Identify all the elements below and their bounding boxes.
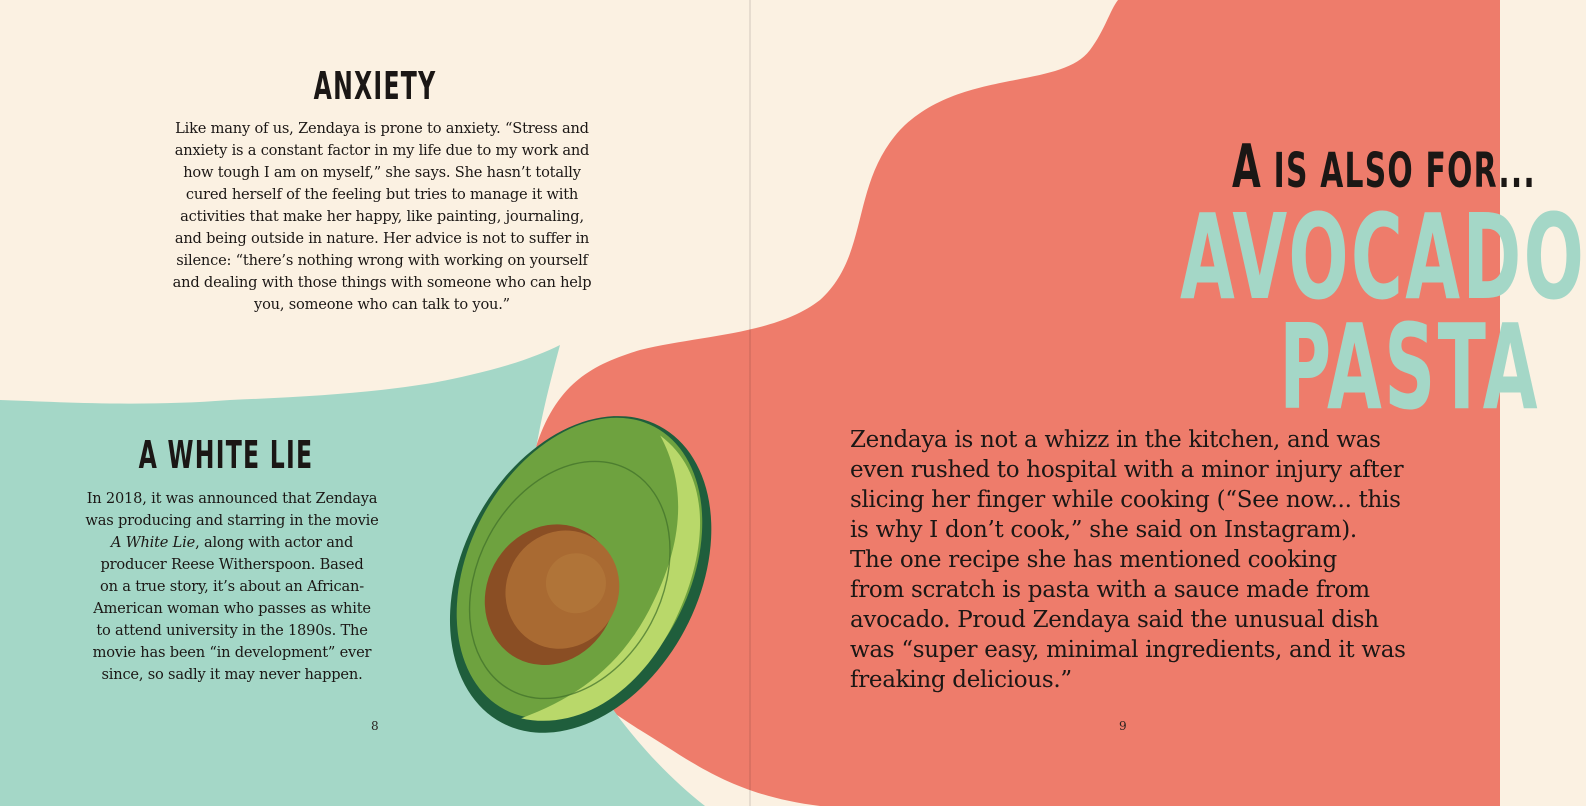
white-lie-line: , along with actor and xyxy=(195,534,354,551)
white-lie-line: since, so sadly it may never happen. xyxy=(101,666,363,683)
recipe-title-line1: AVOCADO xyxy=(1180,188,1586,326)
book-gutter xyxy=(749,0,751,806)
white-lie-line: producer Reese Witherspoon. Based xyxy=(100,556,364,573)
avocado-line: freaking delicious.” xyxy=(850,667,1072,693)
anxiety-line: anxiety is a constant factor in my life due to my work and xyxy=(174,142,590,159)
avocado-line: was “super easy, minimal ingredients, and it was xyxy=(850,637,1406,663)
anxiety-paragraph xyxy=(148,118,616,316)
anxiety-line: Like many of us, Zendaya is prone to anxiety. “Stress and xyxy=(175,120,589,137)
anxiety-heading: ANXIETY xyxy=(313,64,437,108)
avocado-line: Zendaya is not a whizz in the kitchen, and was xyxy=(850,427,1381,453)
avocado-line: is why I don’t cook,” she said on Instagram). xyxy=(850,517,1357,543)
white-lie-line: American woman who passes as white xyxy=(93,600,371,617)
white-lie-line: to attend university in the 1890s. The xyxy=(96,622,368,639)
anxiety-line: activities that make her happy, like painting, journaling, xyxy=(180,208,584,225)
avocado-line: slicing her finger while cooking (“See now... this xyxy=(850,487,1401,513)
recipe-title-line2: PASTA xyxy=(1279,298,1540,436)
page-number-left: 8 xyxy=(371,719,379,733)
avocado-line: even rushed to hospital with a minor injury after xyxy=(850,457,1404,483)
kicker-letter: A xyxy=(1232,132,1263,202)
white-lie-heading: A WHITE LIE xyxy=(138,433,314,477)
anxiety-line: how tough I am on myself,” she says. She hasn’t totally xyxy=(183,164,581,181)
avocado-line: The one recipe she has mentioned cooking xyxy=(850,547,1337,573)
white-lie-line: was producing and starring in the movie xyxy=(85,512,379,529)
anxiety-line: cured herself of the feeling but tries to manage it with xyxy=(185,186,579,203)
anxiety-line: you, someone who can talk to you.” xyxy=(254,296,510,313)
avocado-pasta-paragraph xyxy=(850,425,1410,695)
kicker-rest: IS ALSO FOR... xyxy=(1273,143,1536,199)
white-lie-line: In 2018, it was announced that Zendaya xyxy=(86,490,378,507)
white-lie-paragraph xyxy=(60,488,404,686)
movie-title-italic: A White Lie xyxy=(110,534,196,551)
avocado-icon xyxy=(438,385,728,745)
avocado-line: from scratch is pasta with a sauce made from xyxy=(850,577,1370,603)
anxiety-line: and dealing with those things with someone who can help xyxy=(172,274,592,291)
white-lie-line: movie has been “in development” ever xyxy=(92,644,372,661)
page-number-right: 9 xyxy=(1119,719,1127,733)
avocado-line: avocado. Proud Zendaya said the unusual dish xyxy=(850,607,1379,633)
anxiety-line: and being outside in nature. Her advice is not to suffer in xyxy=(174,230,590,247)
white-lie-line: on a true story, it’s about an African- xyxy=(100,578,364,595)
anxiety-line: silence: “there’s nothing wrong with working on yourself xyxy=(176,252,588,269)
